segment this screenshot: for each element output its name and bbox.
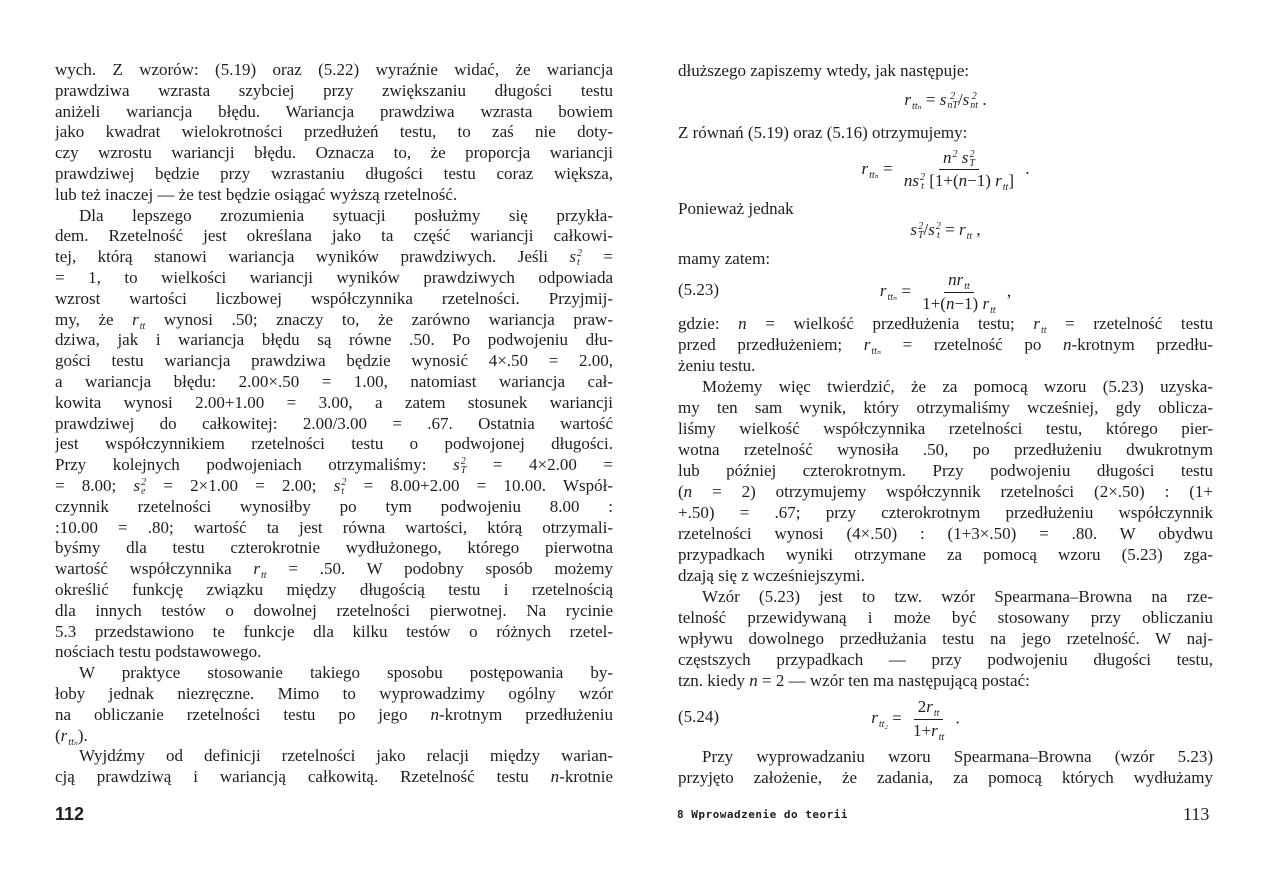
math-variable: n [683, 482, 693, 501]
superscript: 2 [576, 248, 582, 260]
math-symbol [982, 294, 996, 316]
equation-number: (5.24) [678, 707, 720, 726]
math-base: s [939, 90, 947, 109]
text-run: dziwa, jak i wariancja błędu są równe .50. Po podwojeniu dłu- [55, 330, 613, 350]
text-run: my ten sam wynik, który otrzymaliśmy wcześniej, gdy oblicza- [678, 398, 1213, 417]
text-run: przed przedłużeniem; [678, 335, 864, 354]
text-run: dem. Rzetelność jest określana jako ta część wariancji całkowi- [55, 226, 613, 246]
text-block [678, 60, 1213, 81]
math-base: r [904, 90, 912, 109]
formula-doubled-length [678, 697, 1213, 742]
text-run: . [978, 90, 987, 109]
text-line [678, 628, 1213, 649]
math-symbol [912, 171, 925, 193]
text-run: , [1002, 281, 1012, 301]
text-run: tzn. kiedy [678, 671, 750, 690]
subscript: ttₙ [887, 292, 898, 304]
text-run: , [972, 220, 981, 239]
text-line [55, 622, 613, 643]
script [912, 102, 922, 111]
text-run: = 4×2.00 = [466, 455, 613, 475]
math-symbol [871, 708, 888, 731]
formula-rttn-ratio [678, 90, 1213, 111]
page-number-right: 113 [1183, 804, 1210, 824]
subscript: t [921, 181, 924, 193]
text-line [55, 663, 613, 684]
math-variable: n [948, 270, 957, 289]
text-run: my, że [55, 309, 133, 329]
text-run: [1+( [924, 171, 959, 191]
text-run: Dla lepszego zrozumienia sytuacji posłużmy się przykła- [79, 205, 613, 225]
denominator [909, 720, 948, 742]
math-symbol [861, 158, 879, 181]
text-run: W praktyce stosowanie takiego sposobu postępowania by- [79, 663, 613, 683]
subscript: T [969, 158, 975, 170]
text-run: . [951, 708, 960, 728]
script [869, 171, 879, 180]
right-page [678, 0, 1213, 894]
text-run: mamy zatem: [678, 249, 771, 268]
text-line [55, 580, 613, 601]
script [68, 738, 78, 747]
text-run: częstszych przypadkach — przy podwojeniu długości testu, [678, 650, 1213, 669]
left-page-text [55, 60, 613, 788]
math-symbol [995, 171, 1009, 194]
text-line [678, 355, 1213, 376]
text-run: = 2×1.00 = 2.00; [146, 475, 334, 495]
subscript: tt [1041, 325, 1047, 334]
math-base: r [60, 725, 68, 745]
text-run: = 1, to wielkości wariancji wyników prawdziwych odpowiada [55, 267, 613, 287]
numerator [944, 270, 974, 293]
text-line [55, 393, 613, 414]
text-line [678, 60, 1213, 81]
math-base: r [253, 559, 261, 579]
text-line [678, 523, 1213, 544]
text-run: -krotnie [559, 767, 613, 787]
text-run: = [940, 220, 959, 239]
denominator [918, 293, 999, 315]
numerator [914, 697, 944, 720]
left-page [55, 0, 613, 894]
text-run: ( [55, 725, 61, 745]
math-symbol [61, 726, 78, 745]
text-run: dla innych testów o dowolnej rzetelności pierwotnej. Na rycinie [55, 600, 613, 620]
text-run: = rzetelność po [881, 335, 1063, 354]
text-run: prawdziwej do całkowitej: 2.00/3.00 = .67. Ostatnia wartość [55, 413, 613, 433]
text-run: = .50. W podobny sposób możemy [266, 559, 613, 579]
text-run: jako kwadrat wielokrotności przedłużeń testu, to zaś nie doty- [55, 122, 613, 142]
text-line [55, 518, 613, 539]
text-run: 1+( [922, 294, 946, 313]
text-line [55, 102, 613, 123]
fraction [909, 697, 948, 742]
text-line [678, 670, 1213, 691]
text-line [55, 414, 613, 435]
script [934, 709, 940, 718]
text-line [678, 334, 1213, 355]
math-variable: n [550, 767, 560, 787]
text-run: rzetelności wynosi (4×.50) : (1+3×.50) = .80. W obydwu [678, 524, 1213, 543]
text-run: wartość współczynnika [55, 559, 254, 579]
text-line [55, 330, 613, 351]
superscript: 2 [919, 172, 925, 184]
text-line [678, 418, 1213, 439]
text-line [678, 649, 1213, 670]
numerator [939, 148, 979, 170]
text-line [678, 313, 1213, 334]
math-symbol [1033, 314, 1046, 333]
math-base: r [861, 158, 869, 178]
subscript: tt [933, 708, 940, 719]
superscript: 2 [971, 91, 977, 103]
script [970, 92, 978, 110]
page-number-left: 112 [55, 804, 85, 824]
subscript: nt [970, 100, 979, 112]
math-base: r [958, 220, 966, 239]
text-block [678, 198, 1213, 219]
math-variable: n [958, 171, 968, 191]
text-run: = [581, 247, 613, 267]
text-run: 5.3 przedstawiono te funkcje dla kilku testów o różnych rzetel- [55, 621, 613, 641]
text-line [678, 544, 1213, 565]
math-symbol [926, 697, 940, 719]
text-run: −1) [954, 294, 983, 313]
text-line [55, 601, 613, 622]
text-run: / [923, 220, 929, 239]
math-symbol [253, 559, 266, 578]
text-run: gdzie: [678, 314, 739, 333]
equation-number: (5.23) [678, 280, 720, 299]
text-run: czy wzrostu wariancji błędu. Oznacza to, że proporcja wariancji [55, 143, 613, 163]
subscript: ttₙ [871, 346, 881, 355]
math-variable: n [738, 314, 747, 333]
text-line [678, 565, 1213, 586]
math-base: s [569, 247, 576, 267]
superscript: 2 [918, 221, 924, 233]
text-run: nościach testu podstawowego. [55, 642, 262, 662]
math-symbol [453, 455, 466, 474]
text-run: = [878, 158, 897, 178]
text-run: czynnik rzetelności wynosiłby po tym podwojeniu 8.00 : [55, 496, 613, 516]
subscript: tt [261, 570, 267, 580]
text-line [678, 502, 1213, 523]
text-run: = wielkość przedłużenia testu; [746, 314, 1034, 333]
text-run: ] [1008, 171, 1014, 191]
script [969, 150, 975, 168]
text-line [55, 705, 613, 726]
math-symbol [958, 220, 973, 242]
text-line [55, 726, 613, 747]
text-block [678, 248, 1213, 269]
text-line [678, 397, 1213, 418]
text-run: wotna rzetelność wynosiła .50, po przedłużeniu dwukrotnym [678, 440, 1213, 459]
math-base: r [879, 281, 887, 301]
subscript: t [341, 486, 345, 497]
text-run: Wyjdźmy od definicji rzetelności jako relacji między warian- [79, 746, 613, 766]
text-run: = 2 — wzór ten ma następującą postać: [757, 671, 1030, 690]
text-line [55, 81, 613, 102]
script [879, 720, 888, 729]
text-run: jest współczynnikiem rzetelności testu o podwojonej długości. [55, 434, 613, 454]
text-run: przyjęto założenie, że zadania, za pomocą których wydłużamy [678, 768, 1213, 787]
text-run: wych. Z wzorów: (5.19) oraz (5.22) wyraźnie widać, że wariancja [55, 60, 613, 79]
text-run: . [1020, 158, 1030, 178]
math-symbol [928, 220, 941, 242]
text-line [55, 684, 613, 705]
text-run: 2 [917, 697, 927, 716]
formula-spearman-brown [678, 270, 1213, 315]
superscript: 2 [935, 221, 941, 233]
math-base: s [910, 220, 917, 239]
math-base: r [926, 697, 933, 716]
math-symbol [864, 335, 881, 354]
subscript: tt [990, 305, 996, 316]
math-base: r [132, 309, 139, 329]
text-run: liśmy wielkość współczynnika rzetelności testu, którego pier- [678, 419, 1213, 438]
math-symbol [939, 90, 958, 112]
text-line [678, 460, 1213, 481]
subscript: nT [947, 100, 958, 112]
text-block [678, 746, 1213, 788]
text-run: Przy kolejnych podwojeniach otrzymaliśmy: [55, 455, 454, 475]
text-run: = 8.00; [55, 475, 134, 495]
text-run: wynosi .50; znaczy to, że zarówno wariancja praw- [145, 309, 613, 329]
text-run: Z równań (5.19) oraz (5.16) otrzymujemy: [678, 123, 968, 142]
subscript: tt [964, 281, 970, 292]
text-line [678, 481, 1213, 502]
math-symbol [879, 281, 898, 304]
text-line [55, 746, 613, 767]
text-run: cją prawdziwą i wariancją całkowitą. Rzetelność testu [55, 767, 551, 787]
text-run: dłuższego zapiszemy wtedy, jak następuje: [678, 61, 970, 80]
subscript: t [576, 257, 580, 268]
subscript: tt [1002, 182, 1009, 194]
text-run: = 8.00+2.00 = 10.00. Współ- [346, 475, 613, 495]
text-run: prawdziwa wzrasta szybciej przy zwiększaniu długości testu [55, 80, 613, 100]
math-base: s [133, 475, 141, 495]
formula-variance-ratio [678, 220, 1213, 241]
chapter-footer-note: 8 Wprowadzenie do teorii [677, 808, 848, 821]
text-line [678, 439, 1213, 460]
text-run: +.50) = .67; przy czterokrotnym przedłużeniu współczynnik [678, 503, 1213, 522]
math-symbol [931, 721, 945, 743]
script [939, 733, 945, 742]
superscript: 2 [341, 477, 347, 489]
text-run: telność przewidywaną i może być stosowany przy obliczaniu [678, 608, 1213, 627]
text-run: prawdziwej będzie przy wzrastaniu długości testu coraz większa, [55, 163, 613, 183]
subscript: ttₙ [912, 101, 922, 112]
text-line [55, 559, 613, 580]
text-run: ). [77, 725, 88, 745]
text-run: dzają się z wcześniejszymi. [678, 566, 865, 585]
text-line [55, 226, 613, 247]
subscript: tt [938, 732, 945, 743]
text-block [678, 313, 1213, 691]
math-symbol [334, 476, 347, 495]
text-run: łoby jednak niezręczne. Mimo to wyprowadzimy ogólny wzór [55, 683, 613, 703]
text-line [55, 310, 613, 331]
text-line [55, 372, 613, 393]
text-run: kowita wynosi 2.00+1.00 = 3.00, a zatem stosunek wariancji [55, 392, 613, 412]
text-line [55, 642, 613, 663]
script [887, 293, 897, 302]
math-base: r [956, 270, 964, 289]
text-run: lub później czterokrotnym. Przy podwojeniu długości testu [678, 461, 1213, 480]
script [964, 282, 970, 291]
text-line [678, 248, 1213, 269]
subscript: tt [139, 320, 146, 331]
text-line [55, 497, 613, 518]
text-line [55, 206, 613, 227]
math-variable: n [1062, 335, 1072, 354]
text-run: Ponieważ jednak [678, 199, 794, 218]
math-base: r [863, 335, 871, 354]
text-line [55, 476, 613, 497]
text-run: wpływu dowolnego przedłużania testu na jego rzetelność. W naj- [678, 629, 1213, 648]
math-symbol [132, 310, 145, 329]
math-symbol [962, 90, 979, 112]
subscript: tt [966, 231, 973, 242]
text-line [55, 455, 613, 476]
text-block [678, 122, 1213, 143]
text-run: a wariancja błędu: 2.00×.50 = 1.00, natomiast wariancja cał- [55, 371, 613, 391]
fraction [900, 148, 1018, 192]
math-base: s [453, 455, 460, 475]
text-run: Możemy więc twierdzić, że za pomocą wzoru (5.23) uzyska- [702, 377, 1213, 396]
text-run: byśmy dla testu czterokrotnie wydłużonego, którego pierwotna [55, 538, 613, 558]
math-base: r [995, 171, 1002, 191]
text-line [678, 198, 1213, 219]
math-base: r [1033, 314, 1041, 333]
math-base: s [961, 148, 969, 167]
text-line [678, 376, 1213, 397]
superscript: 2 [969, 149, 975, 161]
text-run: = 2) otrzymujemy współczynnik rzetelności (2×.50) : (1+ [692, 482, 1213, 501]
text-line [55, 247, 613, 268]
text-run: :10.00 = .80; wartość ta jest równa wartości, którą otrzymali- [55, 517, 613, 537]
text-run: żeniu testu. [678, 356, 756, 375]
superscript: 2 [141, 477, 147, 489]
text-run: -krotnym przedłu- [1071, 335, 1213, 354]
math-base: r [871, 708, 878, 728]
text-run: ( [678, 482, 684, 501]
text-run: = [887, 708, 906, 728]
math-variable: n [903, 171, 913, 191]
text-line [678, 746, 1213, 767]
math-symbol [956, 270, 970, 292]
math-variable: n [430, 704, 439, 724]
text-line [678, 122, 1213, 143]
math-variable: n [749, 671, 758, 690]
text-line [55, 164, 613, 185]
text-line [55, 122, 613, 143]
denominator [900, 170, 1018, 192]
text-run: Wzór (5.23) jest to tzw. wzór Spearmana–Browna na rze- [702, 587, 1213, 606]
text-run: −1) [967, 171, 996, 191]
text-line [55, 434, 613, 455]
text-run: / [957, 90, 963, 109]
text-line [55, 289, 613, 310]
text-run: gości testu wariancja prawdziwa będzie wynosić 4×.50 = 2.00, [55, 351, 613, 371]
text-run: na obliczanie rzetelności testu po jego [55, 704, 431, 724]
text-line [55, 185, 613, 206]
subscript: ttₙ [68, 736, 78, 747]
text-run: Przy wyprowadzaniu wzoru Spearmana–Browna (wzór 5.23) [702, 747, 1213, 766]
equation-5-23 [678, 270, 1213, 316]
text-line [55, 538, 613, 559]
subscript: e [141, 486, 146, 497]
text-run: -krotnym przedłużeniu [439, 704, 613, 724]
text-run: lub też inaczej — że test będzie osiągać wyższą rzetelność. [55, 184, 458, 204]
text-run: = [921, 90, 940, 109]
equation-5-24 [678, 697, 1213, 743]
text-run: = [897, 281, 916, 301]
text-line [55, 767, 613, 788]
text-line [678, 767, 1213, 788]
subscript: T [460, 465, 467, 476]
text-run: określić funkcję związku między długością testu i rzetelnością [55, 579, 613, 599]
text-line [678, 586, 1213, 607]
math-symbol [904, 90, 922, 112]
text-run: wzrost wartości liczbowej współczynnika rzetelności. Przyjmij- [55, 288, 613, 308]
math-symbol [134, 476, 147, 495]
math-base: s [912, 171, 919, 191]
script [947, 92, 958, 110]
text-line [55, 143, 613, 164]
subscript: T [917, 230, 924, 242]
text-run: aniżeli wariancja błędu. Wariancja prawdziwa wzrasta bowiem [55, 101, 613, 121]
subscript: tt₂ [878, 719, 888, 731]
math-symbol [569, 247, 582, 266]
text-run: 1+ [912, 721, 932, 740]
math-base: s [333, 475, 341, 495]
math-symbol [943, 148, 958, 167]
superscript: 2 [950, 91, 956, 103]
math-base: r [982, 294, 990, 313]
text-line [55, 351, 613, 372]
math-base: n [942, 148, 952, 167]
text-line [55, 268, 613, 289]
subscript: t [936, 230, 940, 242]
math-symbol [910, 220, 924, 242]
fraction [918, 270, 999, 315]
subscript: ttₙ [869, 169, 879, 181]
math-base: r [931, 721, 938, 740]
text-line [55, 60, 613, 81]
text-run: = rzetelność testu [1046, 314, 1213, 333]
math-variable: n [945, 294, 955, 313]
text-run: tej, którą stanowi wariancja wyników prawdziwych. Jeśli [55, 247, 570, 267]
text-line [678, 607, 1213, 628]
formula-rttn-derivation [678, 148, 1213, 192]
math-base: s [962, 90, 970, 109]
superscript: 2 [952, 149, 958, 160]
math-base: s [928, 220, 935, 239]
script [871, 347, 881, 355]
superscript: 2 [460, 456, 466, 468]
text-run: przypadkach wyniki otrzymane za pomocą wzoru (5.23) zga- [678, 545, 1213, 564]
math-symbol [961, 148, 975, 170]
